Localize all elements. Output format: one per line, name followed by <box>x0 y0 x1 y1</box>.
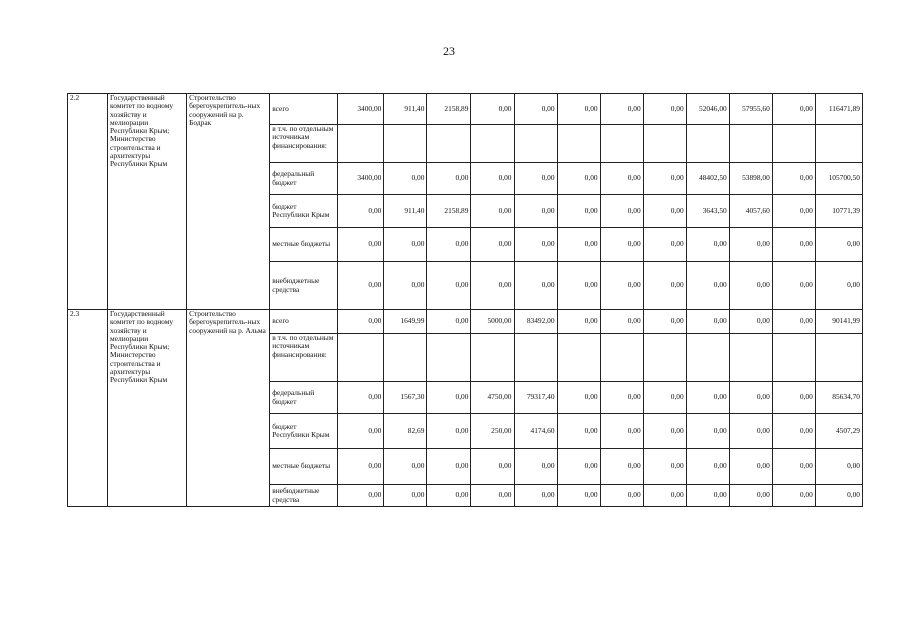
section-index: 2.2 <box>68 94 108 310</box>
funding-source-name: местные бюджеты <box>270 228 338 262</box>
value-cell: 0,00 <box>427 310 471 334</box>
table-row <box>68 94 863 125</box>
value-cell: 3400,00 <box>338 163 384 195</box>
value-cell <box>384 334 427 382</box>
value-cell: 0,00 <box>471 228 514 262</box>
value-cell: 0,00 <box>427 262 471 310</box>
value-cell: 0,00 <box>600 382 643 414</box>
funding-source-name: внебюджетные средства <box>270 485 338 507</box>
funding-source-name: местные бюджеты <box>270 449 338 485</box>
value-cell: 0,00 <box>471 195 514 228</box>
value-cell: 0,00 <box>772 195 815 228</box>
value-cell: 57955,60 <box>729 94 772 125</box>
value-cell <box>471 125 514 163</box>
value-cell: 0,00 <box>338 382 384 414</box>
value-cell: 911,40 <box>384 94 427 125</box>
value-cell: 5000,00 <box>471 310 514 334</box>
value-cell: 0,00 <box>772 382 815 414</box>
value-cell: 0,00 <box>557 163 600 195</box>
value-cell: 4507,29 <box>815 414 862 449</box>
value-cell: 0,00 <box>686 310 729 334</box>
value-cell: 0,00 <box>557 195 600 228</box>
value-cell: 0,00 <box>643 382 686 414</box>
value-cell <box>643 334 686 382</box>
value-cell <box>600 125 643 163</box>
value-cell: 0,00 <box>643 228 686 262</box>
value-cell: 0,00 <box>338 262 384 310</box>
value-cell: 0,00 <box>557 449 600 485</box>
value-cell: 0,00 <box>514 228 557 262</box>
page-number: 23 <box>443 44 455 58</box>
value-cell: 0,00 <box>600 485 643 507</box>
value-cell: 0,00 <box>338 414 384 449</box>
value-cell: 4174,60 <box>514 414 557 449</box>
value-cell: 0,00 <box>384 163 427 195</box>
executor-cell: Государственный комитет по водному хозяйству и мелиорации Республики Крым; Министерство строительства и архитектуры Республики Крым <box>108 310 187 507</box>
value-cell <box>514 334 557 382</box>
value-cell: 0,00 <box>815 262 862 310</box>
value-cell: 82,69 <box>384 414 427 449</box>
value-cell: 0,00 <box>772 485 815 507</box>
value-cell: 0,00 <box>338 195 384 228</box>
value-cell: 0,00 <box>600 228 643 262</box>
value-cell: 0,00 <box>600 310 643 334</box>
value-cell: 1567,30 <box>384 382 427 414</box>
value-cell: 0,00 <box>729 414 772 449</box>
value-cell: 0,00 <box>815 449 862 485</box>
value-cell: 4057,60 <box>729 195 772 228</box>
value-cell: 10771,39 <box>815 195 862 228</box>
value-cell: 0,00 <box>772 414 815 449</box>
value-cell <box>384 125 427 163</box>
value-cell: 0,00 <box>557 262 600 310</box>
value-cell: 0,00 <box>427 228 471 262</box>
value-cell: 0,00 <box>427 163 471 195</box>
value-cell: 0,00 <box>643 485 686 507</box>
value-cell: 0,00 <box>600 414 643 449</box>
value-cell: 0,00 <box>643 262 686 310</box>
value-cell: 0,00 <box>600 163 643 195</box>
value-cell: 0,00 <box>643 94 686 125</box>
value-cell: 0,00 <box>557 414 600 449</box>
section-index: 2.3 <box>68 310 108 507</box>
value-cell: 0,00 <box>514 262 557 310</box>
value-cell: 0,00 <box>729 485 772 507</box>
funding-source-name: в т.ч. по отдельным источникам финансирования: <box>270 334 338 382</box>
value-cell: 0,00 <box>600 449 643 485</box>
value-cell <box>686 125 729 163</box>
funding-source-name: бюджет Республики Крым <box>270 414 338 449</box>
value-cell: 0,00 <box>772 163 815 195</box>
value-cell <box>815 334 862 382</box>
value-cell: 0,00 <box>815 228 862 262</box>
project-cell: Строительство берегоукрепитель-ных сооружений на р. Альма <box>187 310 270 507</box>
value-cell: 0,00 <box>600 262 643 310</box>
value-cell <box>686 334 729 382</box>
funding-source-name: федеральный бюджет <box>270 382 338 414</box>
value-cell: 48402,50 <box>686 163 729 195</box>
value-cell: 0,00 <box>772 310 815 334</box>
value-cell: 0,00 <box>729 262 772 310</box>
value-cell: 0,00 <box>600 195 643 228</box>
value-cell: 0,00 <box>557 228 600 262</box>
value-cell: 0,00 <box>686 414 729 449</box>
value-cell: 0,00 <box>384 228 427 262</box>
value-cell: 0,00 <box>514 94 557 125</box>
value-cell: 0,00 <box>729 228 772 262</box>
value-cell: 90141,99 <box>815 310 862 334</box>
value-cell: 0,00 <box>427 382 471 414</box>
value-cell: 3643,50 <box>686 195 729 228</box>
value-cell: 0,00 <box>471 163 514 195</box>
funding-source-name: бюджет Республики Крым <box>270 195 338 228</box>
value-cell: 0,00 <box>338 449 384 485</box>
funding-source-name: всего <box>270 94 338 125</box>
value-cell: 0,00 <box>686 449 729 485</box>
value-cell: 0,00 <box>643 449 686 485</box>
funding-source-name: в т.ч. по отдельным источникам финансирования: <box>270 125 338 163</box>
value-cell: 0,00 <box>557 94 600 125</box>
value-cell: 2158,89 <box>427 195 471 228</box>
value-cell: 0,00 <box>772 262 815 310</box>
value-cell: 0,00 <box>557 310 600 334</box>
value-cell: 0,00 <box>643 310 686 334</box>
value-cell: 0,00 <box>514 485 557 507</box>
value-cell: 1649,99 <box>384 310 427 334</box>
value-cell <box>557 125 600 163</box>
value-cell <box>557 334 600 382</box>
value-cell: 79317,40 <box>514 382 557 414</box>
value-cell: 0,00 <box>772 228 815 262</box>
value-cell: 105700,50 <box>815 163 862 195</box>
value-cell: 0,00 <box>643 195 686 228</box>
value-cell <box>815 125 862 163</box>
funding-source-name: всего <box>270 310 338 334</box>
value-cell: 911,40 <box>384 195 427 228</box>
value-cell <box>643 125 686 163</box>
value-cell <box>514 125 557 163</box>
value-cell <box>772 334 815 382</box>
value-cell: 0,00 <box>772 94 815 125</box>
value-cell <box>427 334 471 382</box>
value-cell: 83492,00 <box>514 310 557 334</box>
value-cell: 0,00 <box>471 262 514 310</box>
value-cell: 0,00 <box>514 195 557 228</box>
value-cell: 85634,70 <box>815 382 862 414</box>
value-cell: 0,00 <box>729 310 772 334</box>
value-cell <box>471 334 514 382</box>
value-cell <box>729 334 772 382</box>
value-cell: 52046,00 <box>686 94 729 125</box>
value-cell: 0,00 <box>471 485 514 507</box>
value-cell: 0,00 <box>471 449 514 485</box>
value-cell <box>600 334 643 382</box>
table-row <box>68 310 863 334</box>
value-cell: 250,00 <box>471 414 514 449</box>
value-cell <box>338 334 384 382</box>
value-cell: 0,00 <box>557 382 600 414</box>
value-cell: 0,00 <box>338 228 384 262</box>
value-cell: 0,00 <box>384 485 427 507</box>
executor-cell: Государственный комитет по водному хозяйству и мелиорации Республики Крым; Министерство строительства и архитектуры Республики Крым <box>108 94 187 310</box>
value-cell: 0,00 <box>384 449 427 485</box>
value-cell: 0,00 <box>600 94 643 125</box>
project-cell: Строительство берегоукрепитель-ных сооружений на р. Бодрак <box>187 94 270 310</box>
value-cell: 0,00 <box>557 485 600 507</box>
value-cell <box>729 125 772 163</box>
budget-table <box>67 93 863 507</box>
value-cell: 2158,89 <box>427 94 471 125</box>
value-cell: 0,00 <box>514 163 557 195</box>
value-cell <box>338 125 384 163</box>
value-cell: 0,00 <box>427 485 471 507</box>
value-cell: 4750,00 <box>471 382 514 414</box>
value-cell: 0,00 <box>729 382 772 414</box>
value-cell: 0,00 <box>384 262 427 310</box>
value-cell: 0,00 <box>686 262 729 310</box>
value-cell: 3400,00 <box>338 94 384 125</box>
value-cell: 0,00 <box>729 449 772 485</box>
value-cell: 0,00 <box>338 310 384 334</box>
value-cell: 0,00 <box>471 94 514 125</box>
value-cell: 0,00 <box>772 449 815 485</box>
value-cell: 0,00 <box>815 485 862 507</box>
funding-source-name: внебюджетные средства <box>270 262 338 310</box>
value-cell: 0,00 <box>427 414 471 449</box>
funding-source-name: федеральный бюджет <box>270 163 338 195</box>
value-cell <box>427 125 471 163</box>
value-cell: 0,00 <box>686 382 729 414</box>
value-cell <box>772 125 815 163</box>
value-cell: 0,00 <box>427 449 471 485</box>
value-cell: 0,00 <box>643 163 686 195</box>
value-cell: 53898,00 <box>729 163 772 195</box>
value-cell: 116471,89 <box>815 94 862 125</box>
value-cell: 0,00 <box>686 228 729 262</box>
value-cell: 0,00 <box>686 485 729 507</box>
value-cell: 0,00 <box>643 414 686 449</box>
value-cell: 0,00 <box>514 449 557 485</box>
value-cell: 0,00 <box>338 485 384 507</box>
